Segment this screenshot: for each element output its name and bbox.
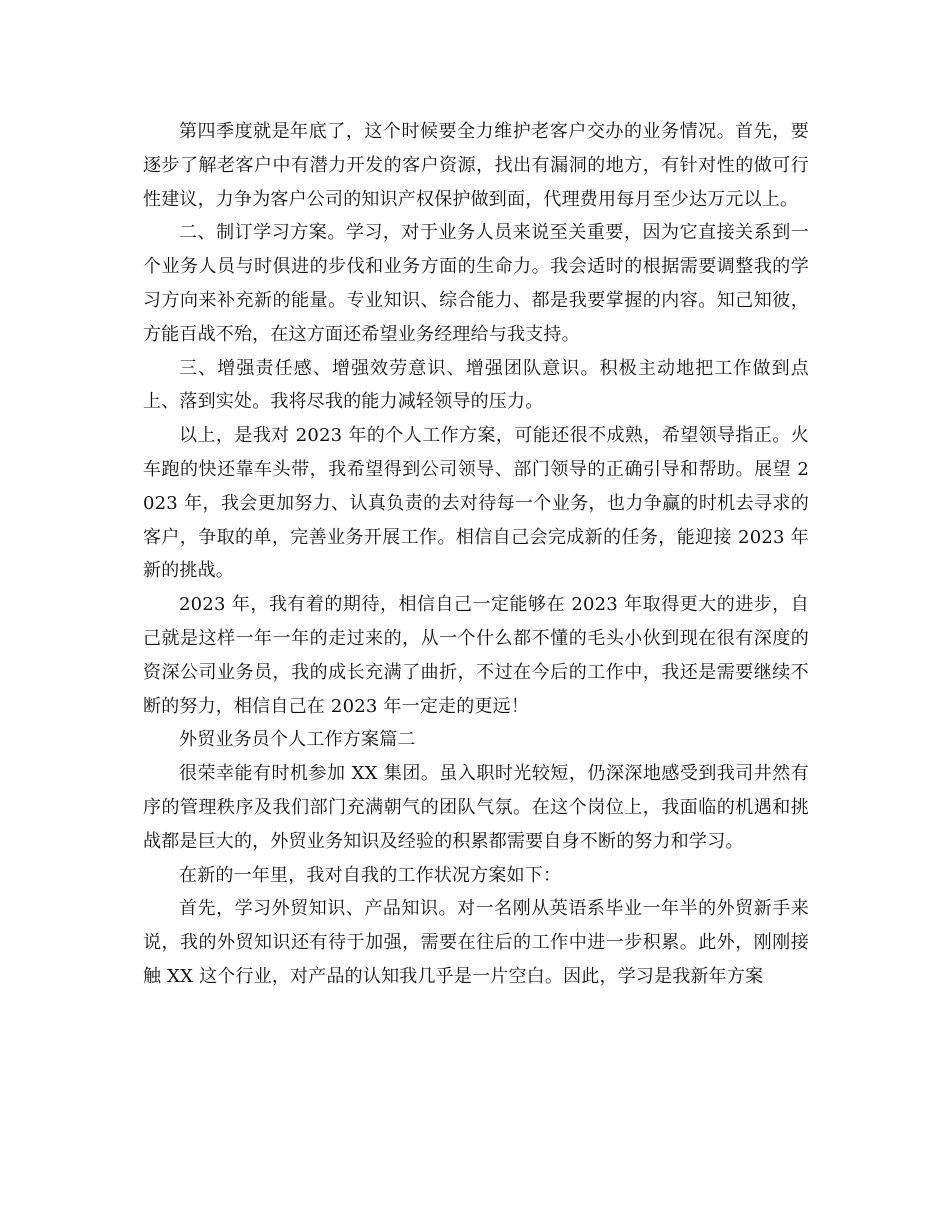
paragraph-plan-intro: 在新的一年里，我对自我的工作状况方案如下： [179, 864, 562, 886]
paragraph-first-learning: 首先，学习外贸知识、产品知识。对一名刚从英语系毕业一年半的外贸新手来说，我的外贸知识还有待于加强，需要在往后的工作中进一步积累。此外，刚刚接触 XX 这个行业，对产品的认知我几乎是一片空白。因此，学习是我新年方案 [143, 898, 809, 987]
paragraph-learning-plan: 二、制订学习方案。学习，对于业务人员来说至关重要，因为它直接关系到一个业务人员与时俱进的步伐和业务方面的生命力。我会适时的根据需要调整我的学习方向来补充新的能量。专业知识、综合能力、都是我要掌握的内容。知己知彼，方能百战不殆，在这方面还希望业务经理给与我支持。 [143, 222, 809, 345]
paragraph-expectation: 2023 年，我有着的期待，相信自己一定能够在 2023 年取得更大的进步，自己就是这样一年一年的走过来的，从一个什么都不懂的毛头小伙到现在很有深度的资深公司业务员，我的成长充满了曲折，不过在今后的工作中，我还是需要继续不断的努力，相信自己在 2023 年一定走的更远！ [143, 594, 809, 717]
section-title: 外贸业务员个人工作方案篇二 [179, 729, 416, 751]
paragraph-joining-group: 很荣幸能有时机参加 XX 集团。虽入职时光较短，仍深深地感受到我司井然有序的管理秩序及我们部门充满朝气的团队气氛。在这个岗位上，我面临的机遇和挑战都是巨大的，外贸业务知识及经验的积累都需要自身不断的努力和学习。 [143, 763, 809, 852]
paragraph-summary: 以上，是我对 2023 年的个人工作方案，可能还很不成熟，希望领导指正。火车跑的快还靠车头带，我希望得到公司领导、部门领导的正确引导和帮助。展望 2023 年，我会更加努力、认真负责的去对待每一个业务，也力争赢的时机去寻求的客户，争取的单，完善业务开展工作。相信自己会完成新的任务，能迎接 2023 年新的挑战。 [143, 425, 809, 582]
document-body [143, 115, 809, 994]
paragraph-q4-clients: 第四季度就是年底了，这个时候要全力维护老客户交办的业务情况。首先，要逐步了解老客户中有潜力开发的客户资源，找出有漏洞的地方，有针对性的做可行性建议，力争为客户公司的知识产权保护做到面，代理费用每月至少达万元以上。 [143, 121, 809, 210]
paragraph-responsibility: 三、增强责任感、增强效劳意识、增强团队意识。积极主动地把工作做到点上、落到实处。我将尽我的能力减轻领导的压力。 [143, 357, 809, 413]
